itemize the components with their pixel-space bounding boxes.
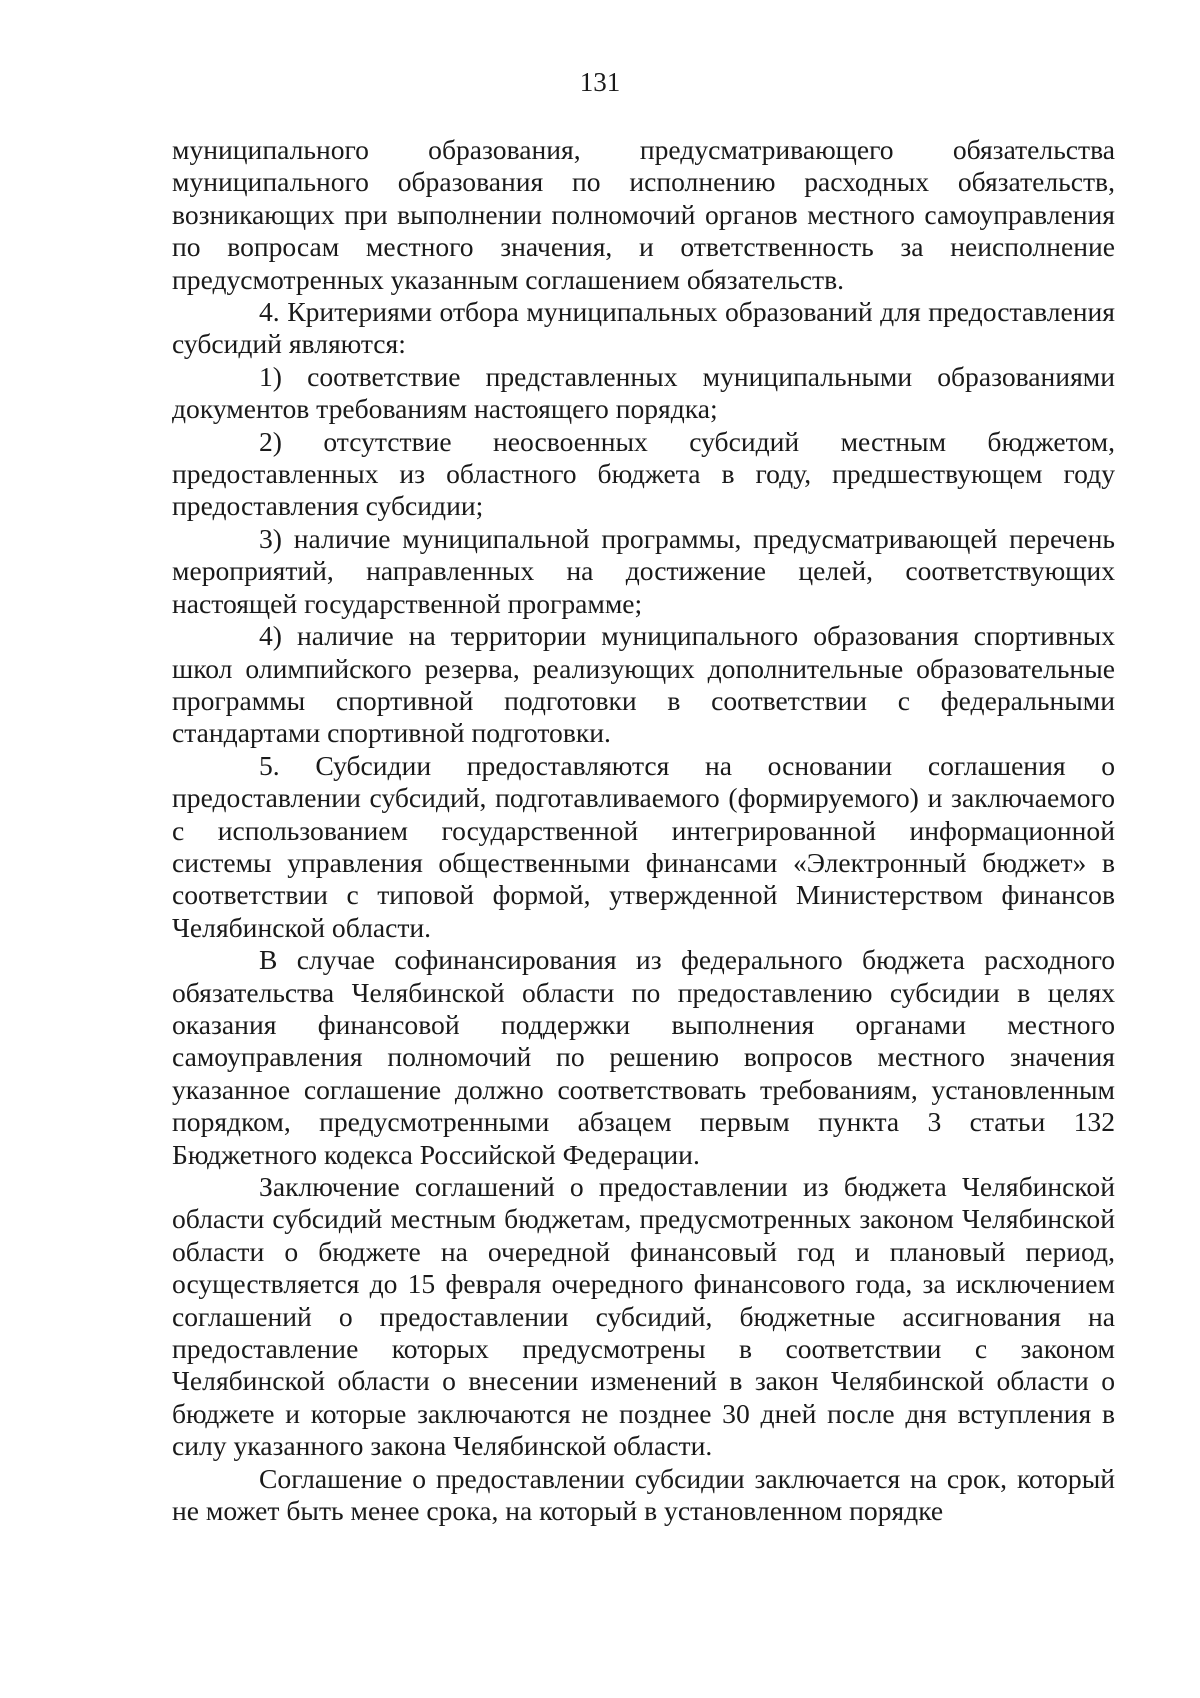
- paragraph-continuation: муниципального образования, предусматривающего обязательства муниципального образования по исполнению расходных обязательств, возникающих при выполнении полномочий органов местного самоуправления по вопросам местного значения, и ответственность за неисполнение предусмотренных указанным соглашением обязательств.: [172, 134, 1115, 295]
- page-number: 131: [579, 67, 621, 97]
- paragraph-item-5: 5. Субсидии предоставляются на основании соглашения о предоставлении субсидий, подготавливаемого (формируемого) и заключаемого с использованием государственной интегрированной информационной системы управления общественными финансами «Электронный бюджет» в соответствии с типовой формой, утвержденной Министерством финансов Челябинской области.: [172, 749, 1115, 943]
- document-body: [172, 134, 1115, 1527]
- criteria-item-3: 3) наличие муниципальной программы, предусматривающей перечень мероприятий, направленных на достижение целей, соответствующих настоящей государственной программе;: [172, 522, 1115, 619]
- paragraph-cofinancing: В случае софинансирования из федерального бюджета расходного обязательства Челябинской области по предоставлению субсидии в целях оказания финансовой поддержки выполнения органами местного самоуправления полномочий по решению вопросов местного значения указанное соглашение должно соответствовать требованиям, установленным порядком, предусмотренными абзацем первым пункта 3 статьи 132 Бюджетного кодекса Российской Федерации.: [172, 944, 1115, 1170]
- criteria-item-1: 1) соответствие представленных муниципальными образованиями документов требованиям настоящего порядка;: [172, 360, 1115, 425]
- criteria-item-4: 4) наличие на территории муниципального образования спортивных школ олимпийского резерва, реализующих дополнительные образовательные программы спортивной подготовки в соответствии с федеральными стандартами спортивной подготовки.: [172, 620, 1115, 749]
- criteria-item-2: 2) отсутствие неосвоенных субсидий местным бюджетом, предоставленных из областного бюджета в году, предшествующем году предоставления субсидии;: [172, 425, 1115, 522]
- paragraph-agreements-conclusion: Заключение соглашений о предоставлении из бюджета Челябинской области субсидий местным бюджетам, предусмотренных законом Челябинской области о бюджете на очередной финансовый год и плановый период, осуществляется до 15 февраля очередного финансового года, за исключением соглашений о предоставлении субсидий, бюджетные ассигнования на предоставление которых предусмотрены в соответствии с законом Челябинской области о внесении изменений в закон Челябинской области о бюджете и которые заключаются не позднее 30 дней после дня вступления в силу указанного закона Челябинской области.: [172, 1171, 1115, 1462]
- paragraph-item-4: 4. Критериями отбора муниципальных образований для предоставления субсидий являются:: [172, 296, 1115, 360]
- paragraph-agreement-term: Соглашение о предоставлении субсидии заключается на срок, который не может быть менее срока, на который в установленном порядке: [172, 1462, 1115, 1527]
